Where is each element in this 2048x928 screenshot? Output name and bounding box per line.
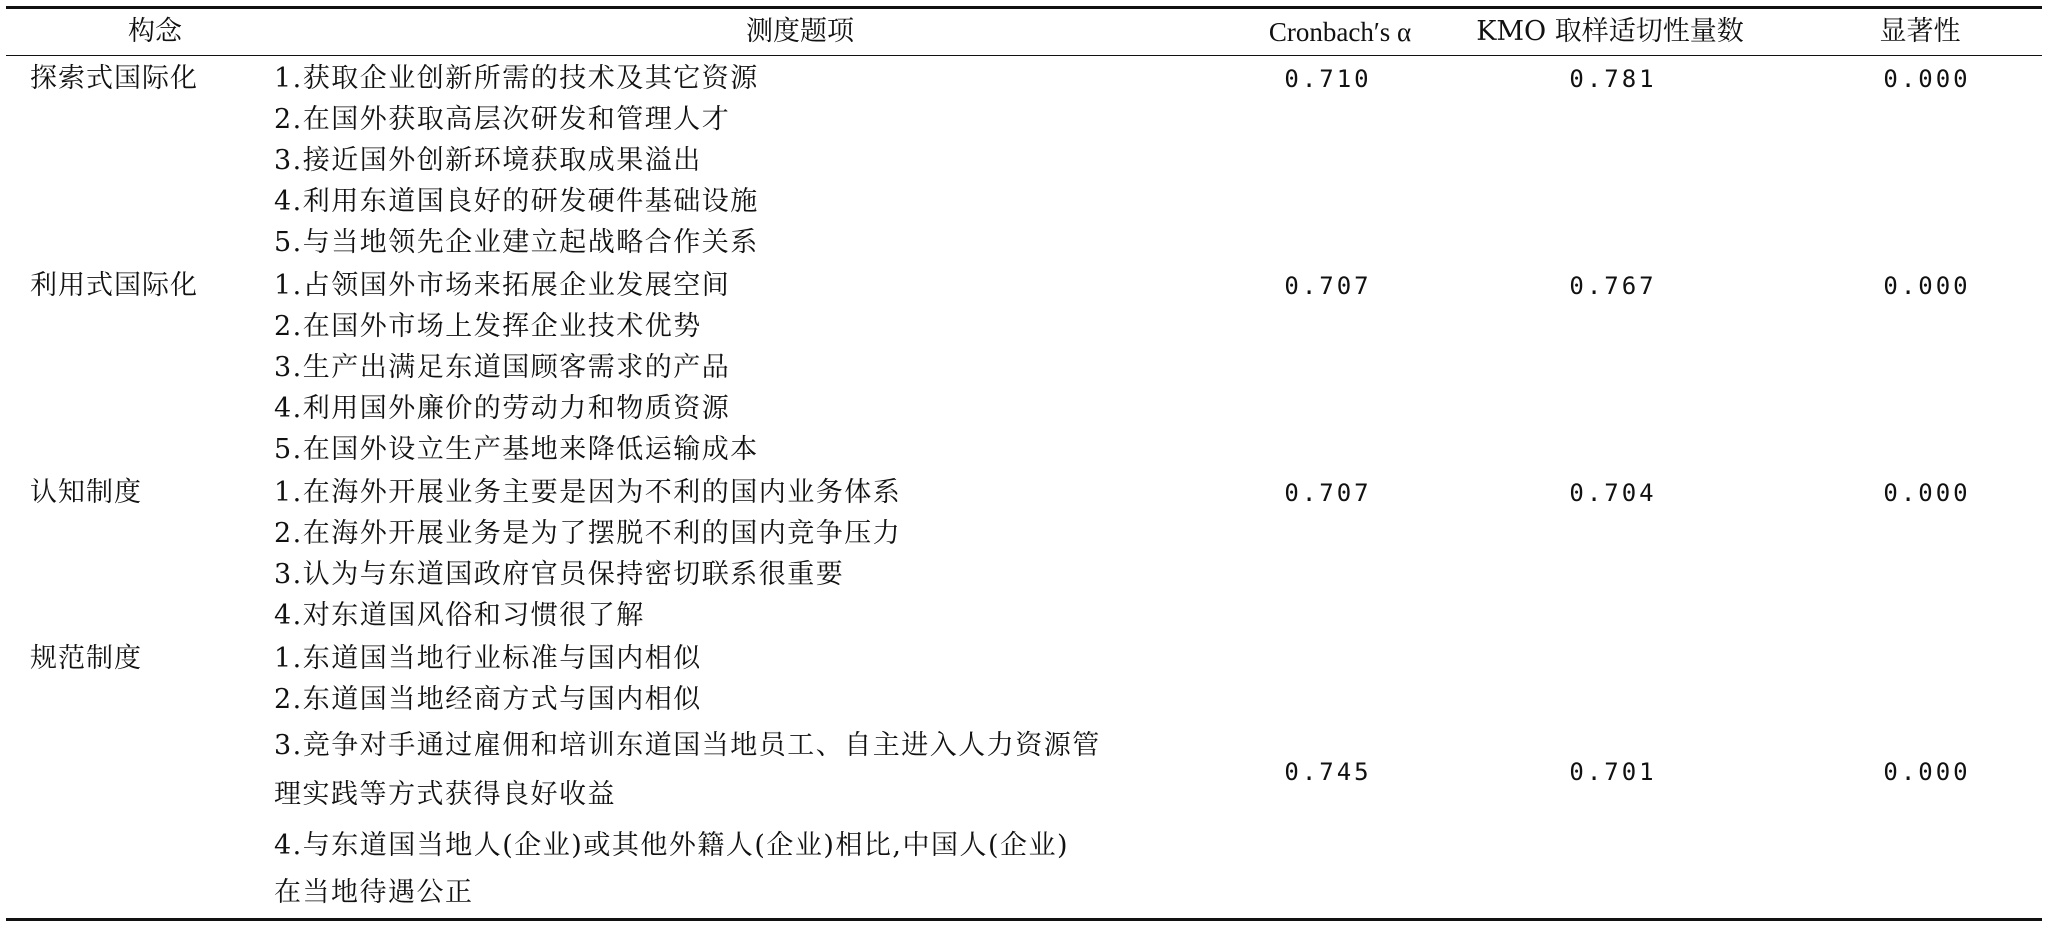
construct-label: 探索式国际化 bbox=[30, 63, 198, 94]
measurement-item: 1.获取企业创新所需的技术及其它资源 bbox=[274, 63, 759, 94]
kmo-value: 0.767 bbox=[1569, 272, 1657, 300]
header-significance: 显著性 bbox=[1879, 16, 1961, 47]
table-bottom-rule bbox=[6, 918, 2042, 921]
kmo-value: 0.704 bbox=[1569, 479, 1657, 507]
measurement-item: 5.与当地领先企业建立起战略合作关系 bbox=[274, 227, 759, 258]
measurement-item-continuation: 理实践等方式获得良好收益 bbox=[274, 779, 616, 810]
measurement-item-continuation: 在当地待遇公正 bbox=[274, 877, 474, 908]
header-cronbach-alpha: Cronbach′s α bbox=[1268, 17, 1412, 47]
kmo-value: 0.781 bbox=[1569, 65, 1657, 93]
cronbach-value: 0.707 bbox=[1284, 479, 1372, 507]
measurement-item: 4.利用东道国良好的研发硬件基础设施 bbox=[274, 186, 759, 217]
measurement-item: 4.利用国外廉价的劳动力和物质资源 bbox=[274, 393, 731, 424]
kmo-value: 0.701 bbox=[1569, 758, 1657, 786]
measurement-item: 3.认为与东道国政府官员保持密切联系很重要 bbox=[274, 559, 845, 590]
measurement-item: 3.生产出满足东道国顾客需求的产品 bbox=[274, 352, 731, 383]
measurement-item: 3.竞争对手通过雇佣和培训东道国当地员工、自主进入人力资源管 bbox=[274, 730, 1101, 761]
measurement-item: 1.东道国当地行业标准与国内相似 bbox=[274, 643, 702, 674]
significance-value: 0.000 bbox=[1883, 758, 1971, 786]
cronbach-value: 0.707 bbox=[1284, 272, 1372, 300]
significance-value: 0.000 bbox=[1883, 479, 1971, 507]
cronbach-value: 0.710 bbox=[1284, 65, 1372, 93]
header-construct: 构念 bbox=[128, 16, 182, 47]
cronbach-value: 0.745 bbox=[1284, 758, 1372, 786]
significance-value: 0.000 bbox=[1883, 272, 1971, 300]
header-measurement-items: 测度题项 bbox=[746, 16, 854, 47]
measurement-item: 5.在国外设立生产基地来降低运输成本 bbox=[274, 434, 759, 465]
header-kmo: KMO 取样适切性量数 bbox=[1476, 16, 1744, 47]
measurement-item: 2.东道国当地经商方式与国内相似 bbox=[274, 684, 702, 715]
measurement-item: 2.在国外获取高层次研发和管理人才 bbox=[274, 104, 731, 135]
significance-value: 0.000 bbox=[1883, 65, 1971, 93]
measurement-item: 2.在海外开展业务是为了摆脱不利的国内竞争压力 bbox=[274, 518, 902, 549]
construct-label: 规范制度 bbox=[30, 643, 142, 674]
measurement-item: 4.与东道国当地人(企业)或其他外籍人(企业)相比,中国人(企业) bbox=[274, 830, 1070, 861]
table-header-rule bbox=[6, 55, 2042, 56]
construct-label: 认知制度 bbox=[30, 477, 142, 508]
measurement-item: 1.在海外开展业务主要是因为不利的国内业务体系 bbox=[274, 477, 902, 508]
measurement-item: 4.对东道国风俗和习惯很了解 bbox=[274, 600, 645, 631]
measurement-item: 3.接近国外创新环境获取成果溢出 bbox=[274, 145, 702, 176]
table-top-rule bbox=[6, 6, 2042, 9]
construct-label: 利用式国际化 bbox=[30, 270, 198, 301]
measurement-item: 2.在国外市场上发挥企业技术优势 bbox=[274, 311, 702, 342]
measurement-item: 1.占领国外市场来拓展企业发展空间 bbox=[274, 270, 731, 301]
